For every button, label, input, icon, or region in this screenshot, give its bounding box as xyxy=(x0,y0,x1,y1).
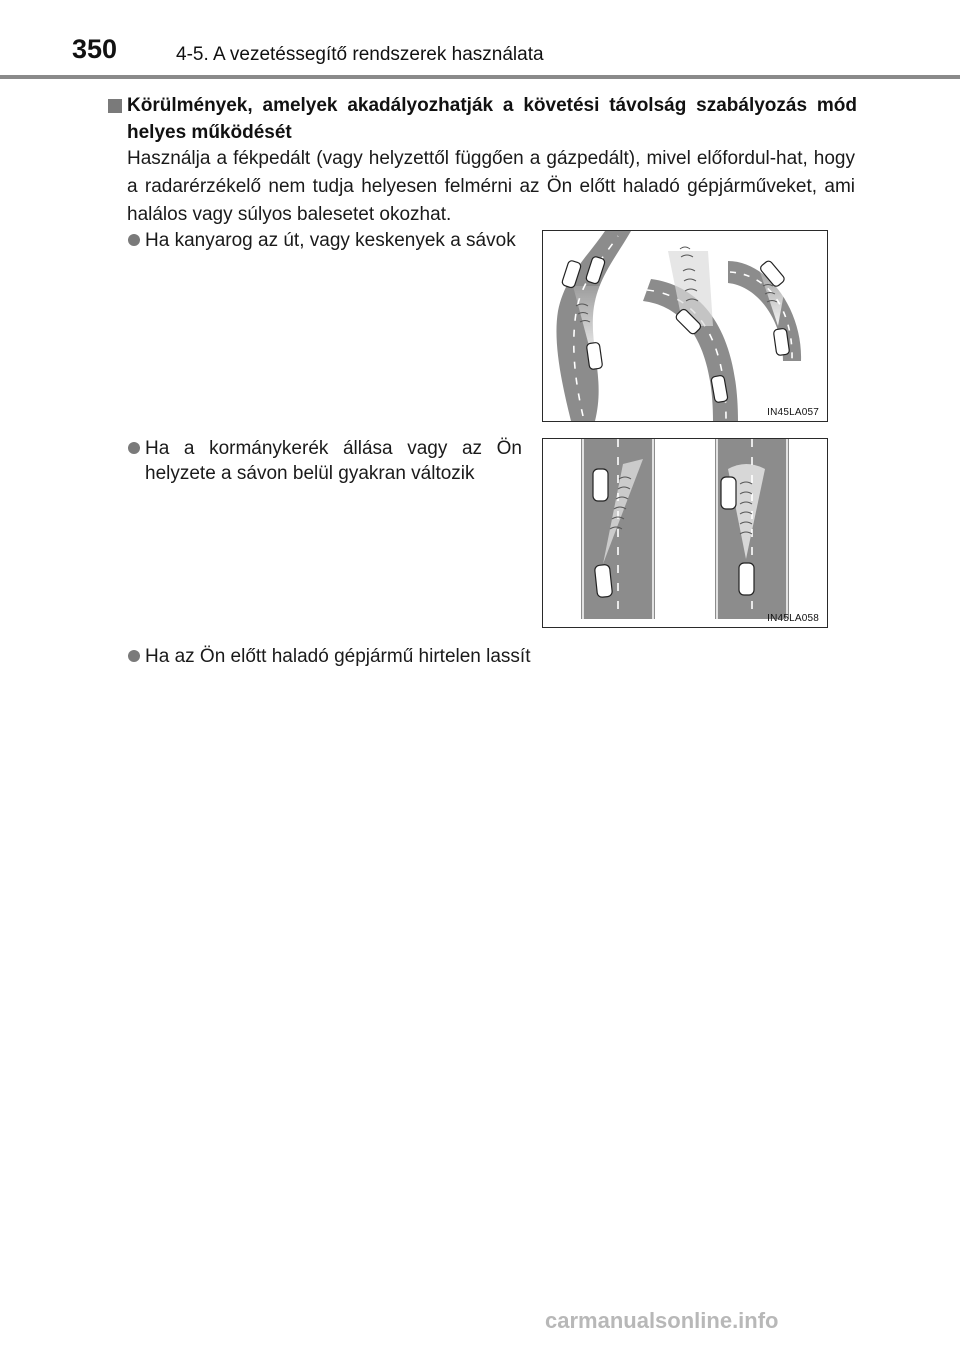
section-square-icon xyxy=(108,99,122,113)
bullet-dot-icon xyxy=(128,442,140,454)
straight-roads-illustration xyxy=(543,439,827,627)
chapter-title: 4-5. A vezetéssegítő rendszerek használata xyxy=(176,44,544,65)
curved-roads-illustration xyxy=(543,231,827,421)
car-icon xyxy=(721,477,736,509)
car-icon xyxy=(586,342,602,370)
bullet-dot-icon xyxy=(128,234,140,246)
intro-paragraph: Használja a fékpedált (vagy helyzettől függően a gázpedált), mivel előfordul-hat, hogy a radarérzékelő nem tudja helyesen felmérni az Ön előtt haladó gépjárműveket, ami halálos vagy súlyos balesetet okozhat. xyxy=(127,148,855,225)
car-icon xyxy=(594,564,612,597)
figure-code: IN45LA057 xyxy=(767,407,819,418)
car-icon xyxy=(773,328,789,356)
car-icon xyxy=(739,563,754,595)
bullet-text-curves: Ha kanyarog az út, vagy keskenyek a sávok xyxy=(145,230,516,251)
bullet-text-decelerates: Ha az Ön előtt haladó gépjármű hirtelen lassít xyxy=(145,646,531,667)
bullet-dot-icon xyxy=(128,650,140,662)
bullet-text-steering: Ha a kormánykerék állása vagy az Ön helyzete a sávon belül gyakran változik xyxy=(145,438,522,484)
figure-code: IN45LA058 xyxy=(767,613,819,624)
page-header xyxy=(0,0,960,80)
header-rule xyxy=(0,75,960,79)
figure-curved-roads xyxy=(542,230,828,422)
figure-straight-roads xyxy=(542,438,828,628)
watermark: carmanualsonline.info xyxy=(545,1308,779,1333)
section-heading: Körülmények, amelyek akadályozhatják a követési távolság szabályozás mód helyes működését xyxy=(127,95,857,143)
car-icon xyxy=(593,469,608,501)
page-number: 350 xyxy=(72,34,118,64)
